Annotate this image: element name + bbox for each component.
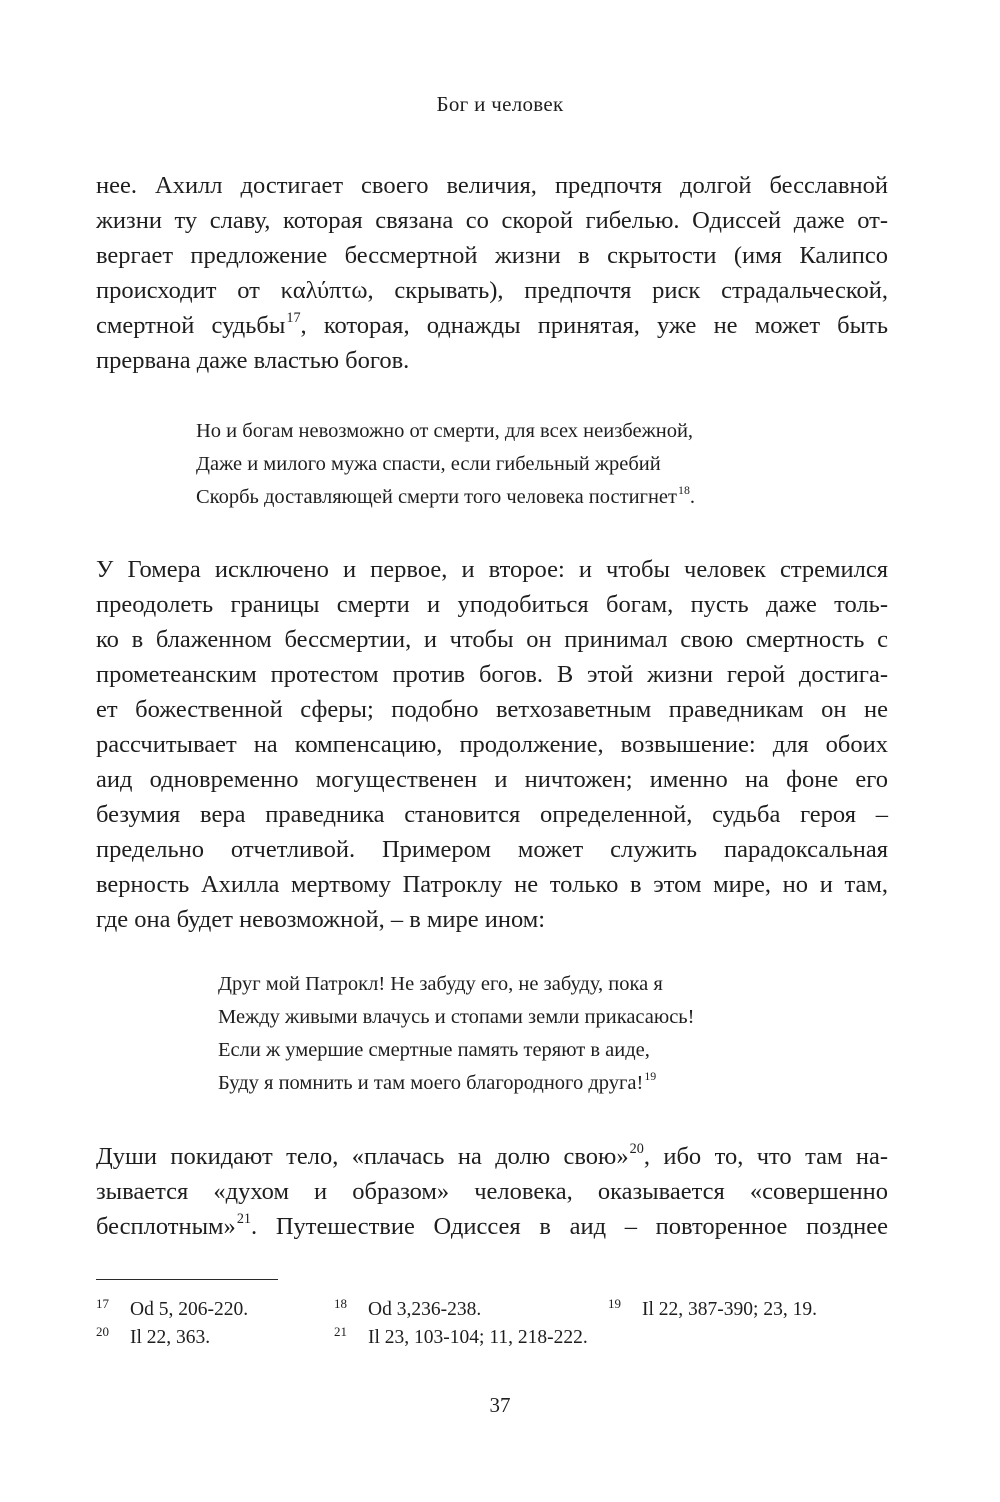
text-run: бесплотным» xyxy=(96,1213,236,1240)
footnote-reference-21[interactable]: 21 xyxy=(236,1211,252,1228)
text-run: Буду я помнить и там моего благородного друга! xyxy=(218,1072,644,1094)
verse-line: Если ж умершие смертные память теряют в аиде, xyxy=(218,1039,650,1061)
footnote-number: 19 xyxy=(608,1296,621,1311)
text-run: , которая, однажды принятая, уже не может быть xyxy=(300,312,888,339)
verse-line xyxy=(196,481,695,514)
paragraph-1-line: вергает предложение бессмертной жизни в скрытости (имя Калипсо xyxy=(96,242,888,269)
text-run: . xyxy=(689,486,695,508)
footnote-text: Il 22, 363. xyxy=(130,1327,211,1348)
verse-line xyxy=(218,1067,694,1100)
page-number: 37 xyxy=(489,1393,511,1417)
footnote-text: Od 3,236-238. xyxy=(368,1299,482,1320)
paragraph-2-line: аид одновременно могущественен и ничтожен; именно на фоне его xyxy=(96,766,888,793)
footnote-20 xyxy=(96,1318,210,1351)
footnote-separator xyxy=(96,1279,278,1280)
paragraph-2-line: ет божественной сферы; подобно ветхозаветным праведникам он не xyxy=(96,696,888,723)
paragraph-2-line: предельно отчетливой. Примером может служить парадоксальная xyxy=(96,836,888,863)
paragraph-1-line: жизни ту славу, которая связана со скорой гибелью. Одиссей даже от- xyxy=(96,207,888,234)
text-run: смертной судьбы xyxy=(96,312,286,339)
paragraph-3-line xyxy=(96,1139,888,1174)
footnote-reference-19[interactable]: 19 xyxy=(644,1069,657,1084)
verse-line: Между живыми влачусь и стопами земли прикасаюсь! xyxy=(218,1006,695,1028)
paragraph-1-line xyxy=(96,308,888,343)
footnote-reference-18[interactable]: 18 xyxy=(678,483,690,498)
footnote-text: Il 22, 387-390; 23, 19. xyxy=(642,1299,817,1320)
footnote-text: Il 23, 103-104; 11, 218-222. xyxy=(368,1327,588,1348)
paragraph-1-line: прервана даже властью богов. xyxy=(96,347,410,374)
paragraph-2-line: прометеанским протестом против богов. В этой жизни герой достига- xyxy=(96,661,888,688)
paragraph-2-line: преодолеть границы смерти и уподобиться богам, пусть даже толь- xyxy=(96,591,888,618)
footnote-number: 21 xyxy=(334,1324,347,1339)
paragraph-2-line: рассчитывает на компенсацию, продолжение, возвышение: для обоих xyxy=(96,731,888,758)
verse-quote-2 xyxy=(218,968,694,1100)
paragraph-3-line xyxy=(96,1209,888,1244)
text-run: , ибо то, что там на- xyxy=(643,1143,889,1170)
footnote-number: 17 xyxy=(96,1296,109,1311)
paragraph-2-line: безумия вера праведника становится определенной, судьба героя – xyxy=(96,801,888,828)
paragraph-2-line: где она будет невозможной, – в мире ином: xyxy=(96,906,546,933)
footnote-number: 18 xyxy=(334,1296,347,1311)
paragraph-1-line: происходит от καλύπτω, скрывать), предпочтя риск страдальческой, xyxy=(96,277,888,304)
footnote-text: Od 5, 206-220. xyxy=(130,1299,249,1320)
footnote-reference-17[interactable]: 17 xyxy=(286,310,301,327)
verse-line: Даже и милого мужа спасти, если гибельный жребий xyxy=(196,453,661,475)
verse-line: Но и богам невозможно от смерти, для всех неизбежной, xyxy=(196,420,694,442)
footnote-21 xyxy=(334,1318,588,1351)
verse-line: Друг мой Патрокл! Не забуду его, не забуду, пока я xyxy=(218,973,663,995)
paragraph-3-line: зывается «духом и образом» человека, оказывается «совершенно xyxy=(96,1178,888,1205)
footnote-reference-20[interactable]: 20 xyxy=(629,1141,644,1158)
paragraph-2-line: верность Ахилла мертвому Патроклу не только в этом мире, но и там, xyxy=(96,871,888,898)
footnote-19 xyxy=(608,1290,817,1323)
paragraph-2-line: ко в блаженном бессмертии, и чтобы он принимал свою смертность с xyxy=(96,626,888,653)
footnote-number: 20 xyxy=(96,1324,109,1339)
verse-quote-1 xyxy=(196,415,695,514)
text-run: Скорбь доставляющей смерти того человека постигнет xyxy=(196,486,677,508)
running-header: Бог и человек xyxy=(436,92,564,116)
paragraph-2-line: У Гомера исключено и первое, и второе: и чтобы человек стремился xyxy=(96,556,888,583)
paragraph-1 xyxy=(96,168,888,378)
text-run: Души покидают тело, «плачась на долю свою» xyxy=(96,1143,629,1170)
paragraph-1-line: нее. Ахилл достигает своего величия, предпочтя долгой бесславной xyxy=(96,172,888,199)
paragraph-3 xyxy=(96,1139,888,1244)
text-run: . Путешествие Одиссея в аид – повторенное позднее xyxy=(251,1213,888,1240)
paragraph-2 xyxy=(96,552,888,937)
